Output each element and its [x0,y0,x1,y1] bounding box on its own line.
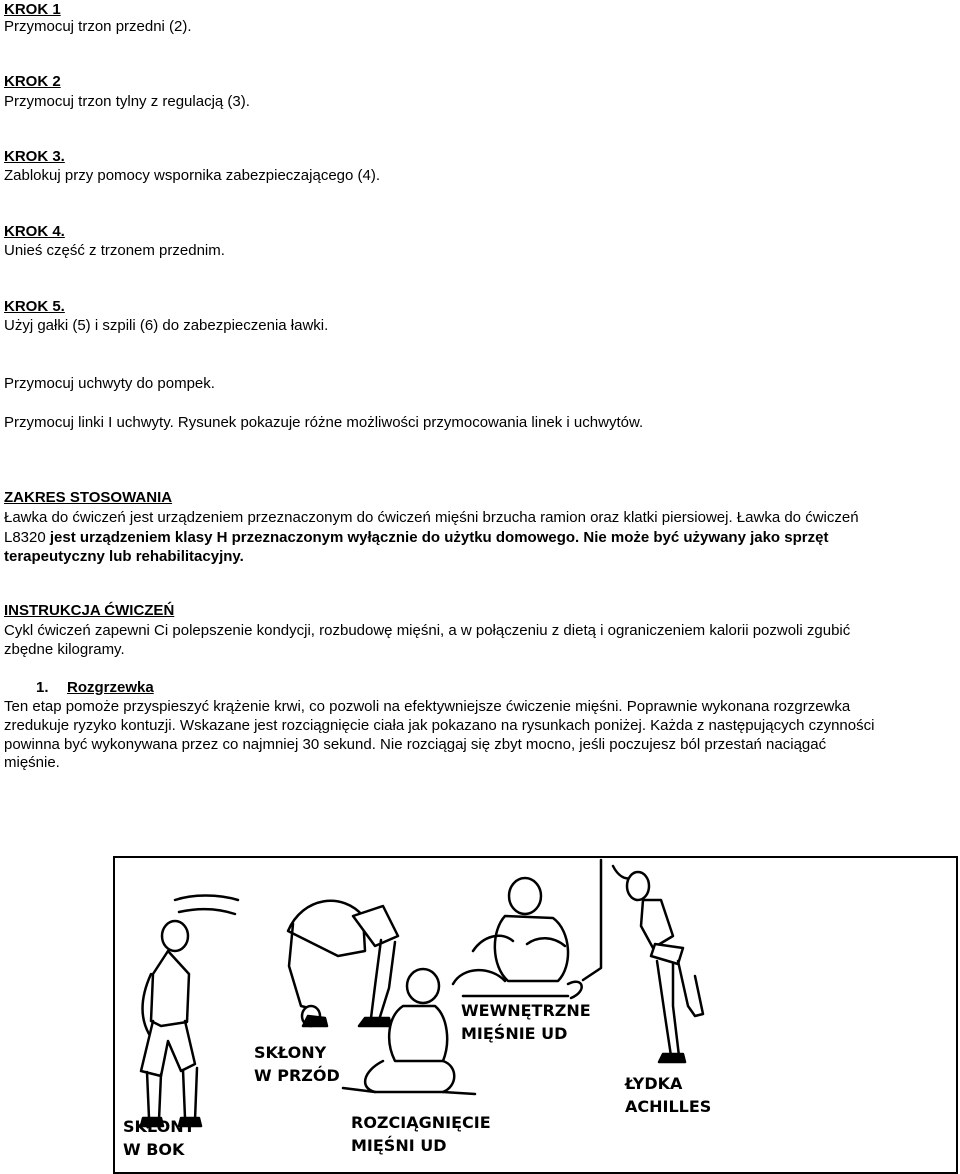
note-cables-handles: Przymocuj linki I uchwyty. Rysunek pokazuje różne możliwości przymocowania linek i uchwytów. [4,414,644,431]
label-inner-thigh-1: WEWNĘTRZNE [461,1001,591,1020]
zakres-line-3: terapeutyczny lub rehabilitacyjny. [4,548,244,565]
label-thigh-stretch-1: ROZCIĄGNIĘCIE [351,1113,491,1132]
step-5-title: KROK 5. [4,298,65,315]
label-thigh-stretch-2: MIĘŚNI UD [351,1136,447,1155]
zakres-line-2 [4,528,828,547]
label-forward-bend-2: W PRZÓD [254,1066,340,1085]
label-side-bend-2: W BOK [123,1140,185,1159]
step-1-text: Przymocuj trzon przedni (2). [4,18,192,35]
rozgrzewka-line-2: zredukuje ryzyko kontuzji. Wskazane jest rozciągnięcie ciała jak pokazano na rysunkach poniżej. Każda z następujących czynności [4,717,875,734]
step-3-text: Zablokuj przy pomocy wspornika zabezpieczającego (4). [4,167,381,184]
rozgrzewka-title: Rozgrzewka [67,679,154,696]
step-3-title: KROK 3. [4,148,65,165]
step-4-title: KROK 4. [4,223,65,240]
rozgrzewka-line-3: powinna być wykonywana przez co najmniej 30 sekund. Nie rozciągaj się zbyt mocno, jeśli poczujesz ból przestań naciągać [4,736,827,753]
stretching-illustration [113,856,958,1174]
model-number: L8320 [4,529,46,546]
zakres-heading: ZAKRES STOSOWANIA [4,489,173,506]
zakres-line-2-bold: jest urządzeniem klasy H przeznaczonym wyłącznie do użytku domowego. Nie może być używany jako sprzęt [49,529,829,546]
label-calf-2: ACHILLES [625,1097,712,1116]
instrukcja-line-2: zbędne kilogramy. [4,641,125,658]
note-pushup-handles: Przymocuj uchwyty do pompek. [4,375,215,392]
step-2-text: Przymocuj trzon tylny z regulacją (3). [4,93,250,110]
step-1-title: KROK 1 [4,1,61,18]
label-side-bend-1: SKŁONY [123,1117,196,1136]
rozgrzewka-line-1: Ten etap pomoże przyspieszyć krążenie krwi, co pozwoli na efektywniejsze ćwiczenie mięśni. Poprawnie wykonana rozgrzewka [4,698,851,715]
rozgrzewka-line-4: mięśnie. [4,754,60,771]
label-calf-1: ŁYDKA [625,1074,683,1093]
label-inner-thigh-2: MIĘŚNIE UD [461,1024,568,1043]
zakres-line-1: Ławka do ćwiczeń jest urządzeniem przeznaczonym do ćwiczeń mięśni brzucha ramion oraz klatki piersiowej. Ławka do ćwiczeń [4,509,859,526]
label-forward-bend-1: SKŁONY [254,1043,327,1062]
step-5-text: Użyj gałki (5) i szpili (6) do zabezpieczenia ławki. [4,317,329,334]
instrukcja-heading: INSTRUKCJA ĆWICZEŃ [4,602,175,619]
rozgrzewka-number: 1. [36,679,49,696]
step-2-title: KROK 2 [4,73,61,90]
step-4-text: Unieś część z trzonem przednim. [4,242,225,259]
instrukcja-line-1: Cykl ćwiczeń zapewni Ci polepszenie kondycji, rozbudowę mięśni, a w połączeniu z dietą i ograniczeniem kalorii pozwoli zgubić [4,622,851,639]
